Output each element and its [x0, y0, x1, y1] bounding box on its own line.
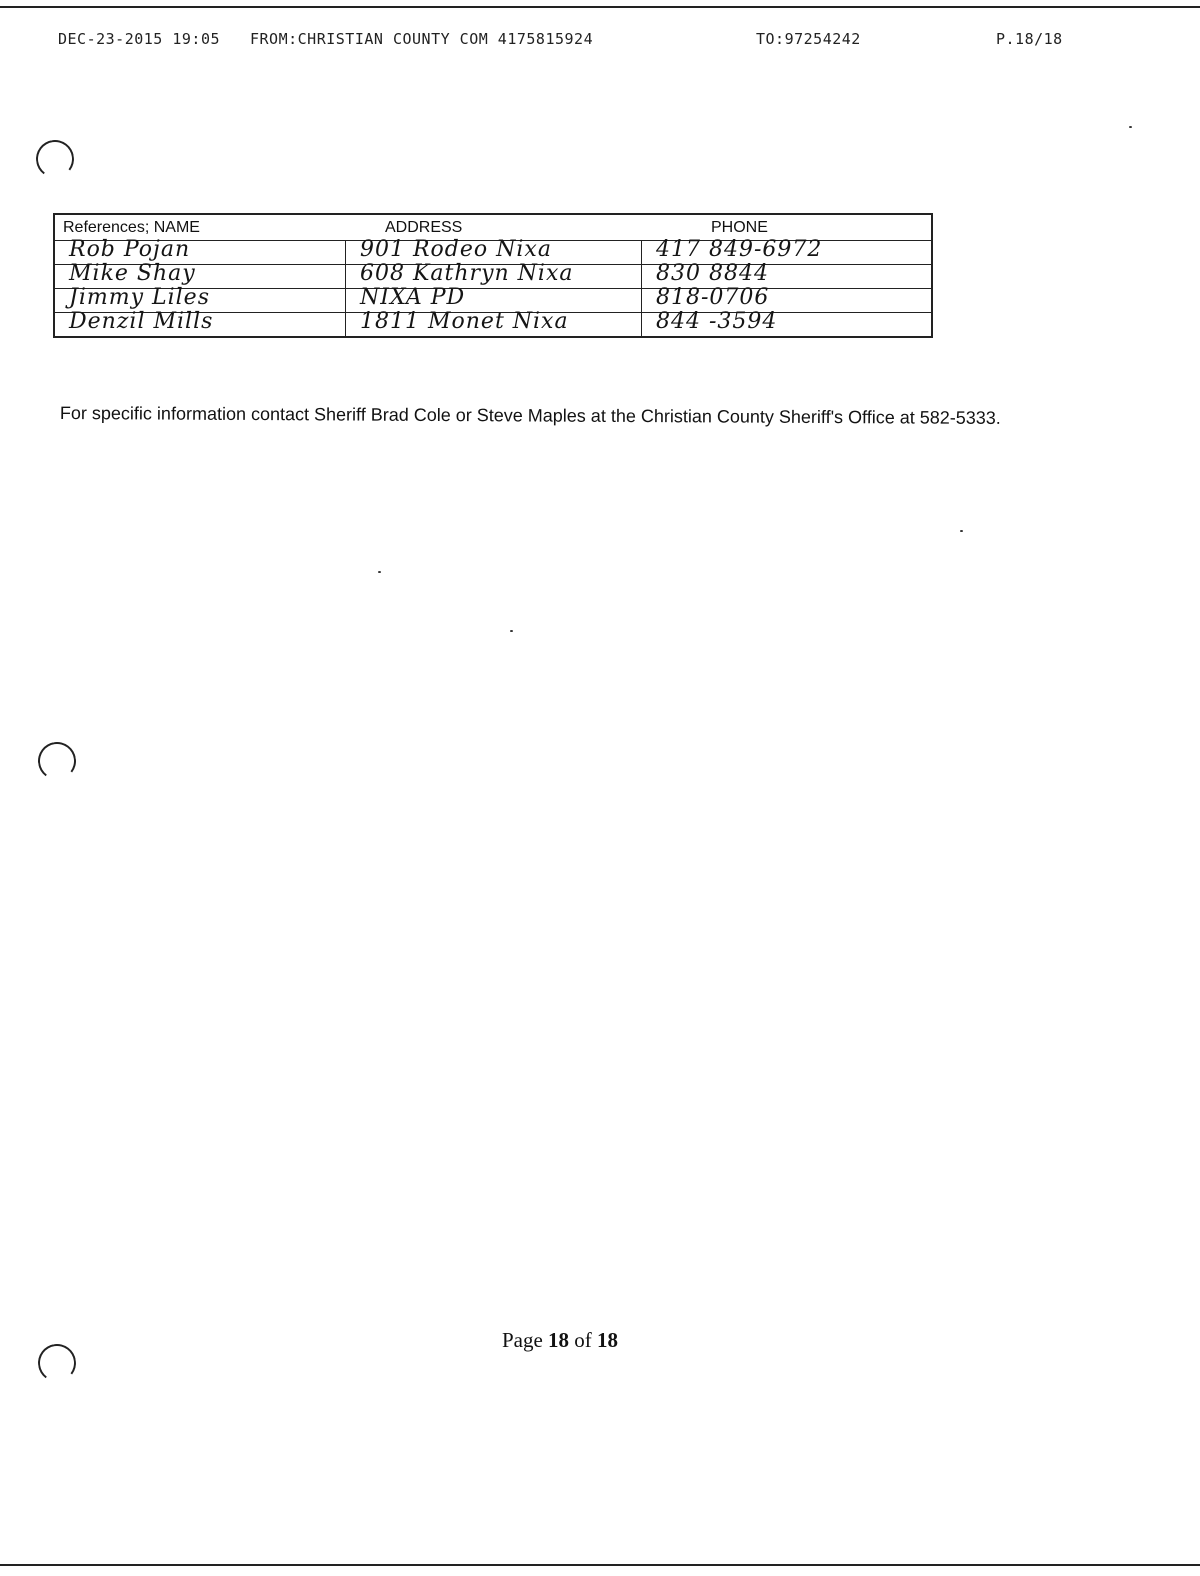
column-header-address: ADDRESS — [385, 219, 463, 236]
reference-name: Rob Pojan — [69, 237, 191, 262]
fax-recipient: TO:97254242 — [756, 30, 861, 48]
column-header-name: References; NAME — [63, 219, 200, 236]
column-header-phone: PHONE — [711, 219, 768, 236]
reference-name: Jimmy Liles — [69, 285, 210, 310]
fax-date-time: DEC-23-2015 19:05 — [58, 30, 221, 48]
reference-phone: 417 849-6972 — [656, 237, 823, 262]
fax-top-rule — [0, 6, 1200, 8]
reference-address: 901 Rodeo Nixa — [360, 237, 552, 262]
punch-hole-mark — [36, 740, 79, 783]
fax-bottom-rule — [0, 1564, 1200, 1566]
fax-sender: FROM:CHRISTIAN COUNTY COM 4175815924 — [250, 30, 594, 48]
reference-address: 1811 Monet Nixa — [360, 309, 569, 334]
reference-address: NIXA PD — [360, 285, 466, 310]
scan-speck — [378, 571, 381, 573]
punch-hole-mark — [34, 138, 77, 181]
reference-address: 608 Kathryn Nixa — [360, 261, 574, 286]
scan-speck — [960, 530, 963, 532]
fax-page-number: P.18/18 — [996, 30, 1063, 48]
scan-speck — [510, 630, 513, 632]
footer-of-word: of — [574, 1328, 592, 1352]
footer-current-page: 18 — [548, 1328, 570, 1352]
reference-phone: 844 -3594 — [656, 309, 778, 334]
footer-total-pages: 18 — [597, 1328, 619, 1352]
reference-phone: 818-0706 — [656, 285, 770, 310]
page-footer — [0, 1328, 1120, 1353]
contact-information-note: For specific information contact Sheriff Brad Cole or Steve Maples at the Christian County Sheriff's Office at 582-5333. — [59, 403, 1001, 428]
footer-page-word: Page — [501, 1328, 543, 1352]
reference-name: Denzil Mills — [69, 309, 214, 334]
reference-name: Mike Shay — [69, 261, 196, 286]
references-table — [53, 213, 933, 338]
scan-speck — [1129, 126, 1132, 128]
table-row — [55, 309, 931, 336]
reference-phone: 830 8844 — [656, 261, 769, 286]
